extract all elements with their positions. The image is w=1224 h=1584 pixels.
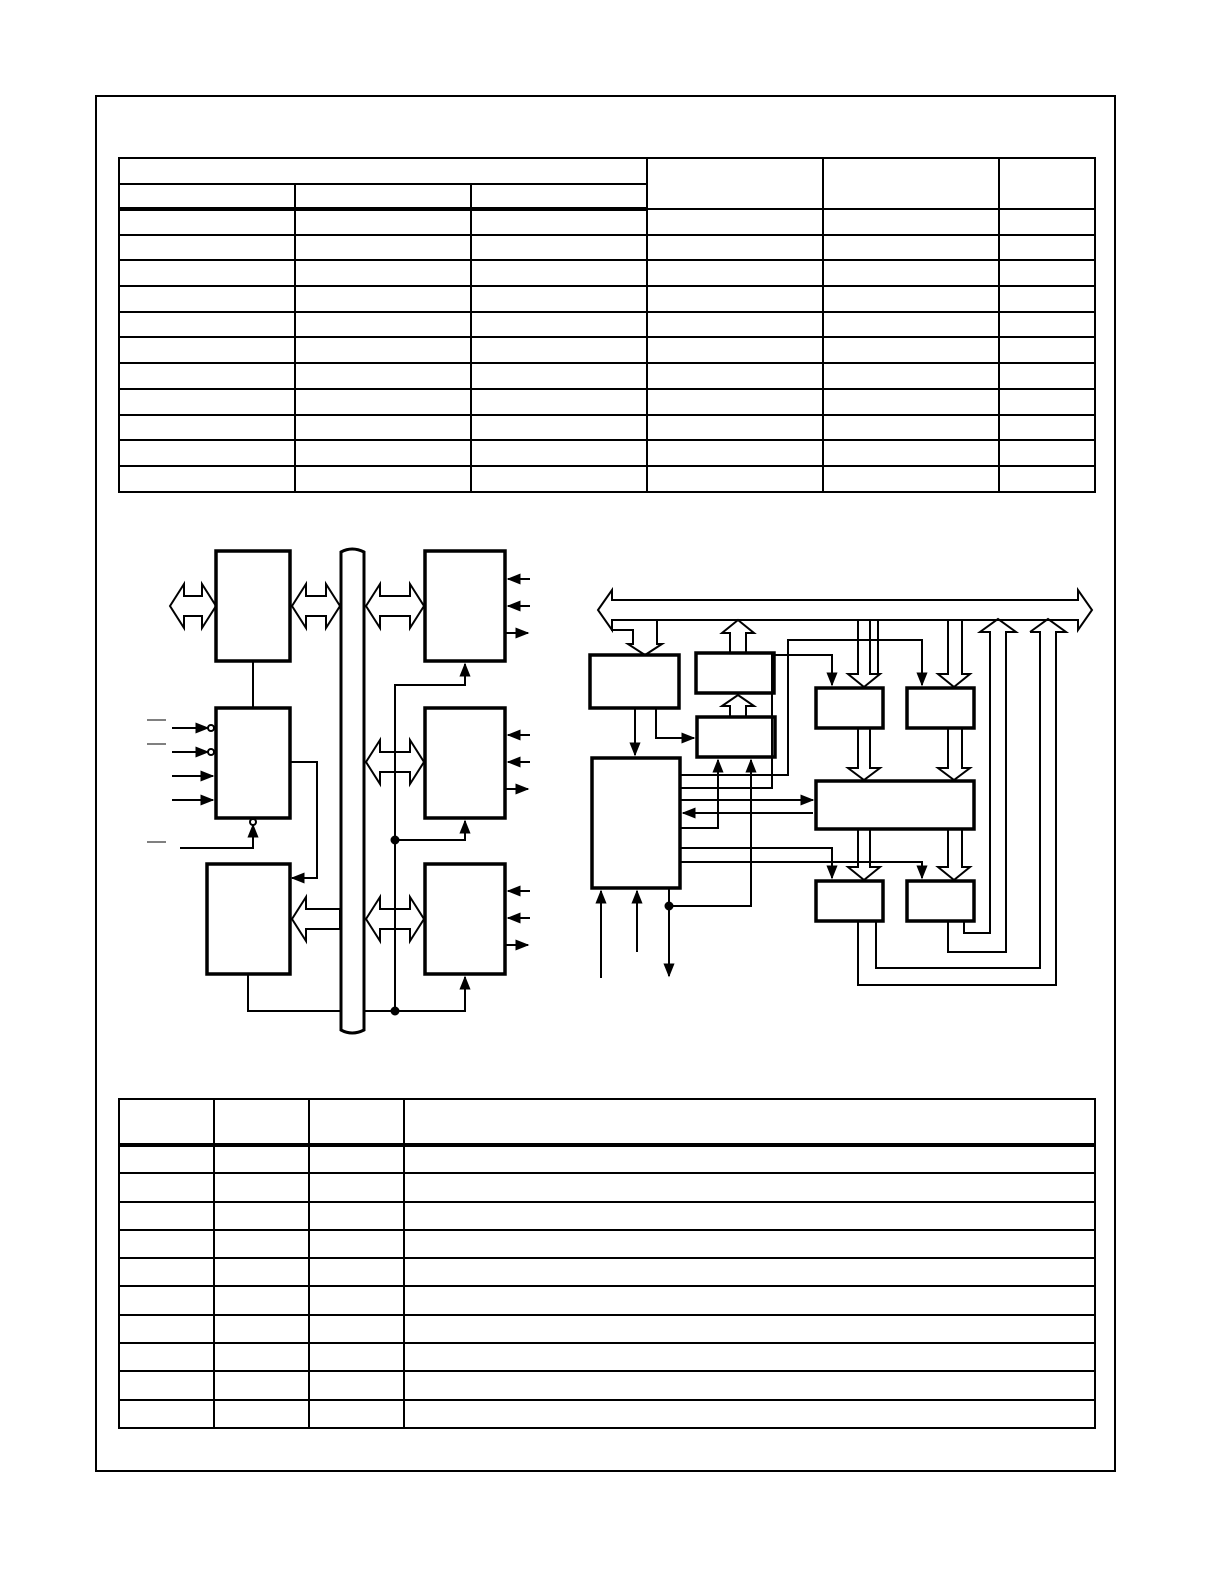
rblock-c [697, 717, 775, 757]
table-cell [119, 1145, 214, 1173]
table-cell [404, 1145, 1095, 1173]
table-row [119, 1258, 1095, 1286]
rblock-g [907, 881, 974, 921]
table-row [119, 1315, 1095, 1343]
table-cell [309, 1230, 404, 1258]
table-row [119, 1202, 1095, 1230]
rblock-e [907, 688, 974, 728]
table-cell [404, 1173, 1095, 1201]
left-block-top [216, 551, 290, 661]
bus-arrow-top-left [292, 584, 340, 628]
external-data-arrow [170, 584, 216, 628]
right-block-3 [425, 864, 505, 974]
bottom-table-header-3 [309, 1099, 404, 1145]
table-row [119, 1371, 1095, 1399]
system-bus [341, 549, 364, 1033]
table-cell [214, 1315, 309, 1343]
right-block-diagram [590, 590, 1092, 985]
table-row [119, 1286, 1095, 1314]
rblock-b [696, 653, 774, 693]
table-cell [214, 1400, 309, 1428]
rblock-f [816, 881, 883, 921]
bus-arrow-r1 [366, 584, 424, 628]
table-row [119, 1173, 1095, 1201]
table-cell [119, 1400, 214, 1428]
table-cell [119, 1315, 214, 1343]
bottom-table [118, 1098, 1096, 1429]
bottom-table-header-2 [214, 1099, 309, 1145]
rblock-a [590, 655, 679, 708]
table-cell [119, 1230, 214, 1258]
bottom-table-header-1 [119, 1099, 214, 1145]
table-cell [404, 1315, 1095, 1343]
table-cell [119, 1371, 214, 1399]
table-row [119, 1400, 1095, 1428]
table-cell [214, 1202, 309, 1230]
table-cell [404, 1258, 1095, 1286]
table-cell [119, 1202, 214, 1230]
table-cell [309, 1202, 404, 1230]
right-block-2 [425, 708, 505, 818]
left-block-bottom [207, 864, 290, 974]
rblock-wide [816, 781, 974, 829]
table-cell [309, 1400, 404, 1428]
table-cell [119, 1343, 214, 1371]
table-cell [119, 1173, 214, 1201]
table-cell [119, 1258, 214, 1286]
table-cell [309, 1315, 404, 1343]
table-cell [404, 1400, 1095, 1428]
bus-arrow-to-bottom-block [292, 897, 340, 941]
rblock-control [592, 758, 680, 888]
table-cell [214, 1343, 309, 1371]
table-row [119, 1145, 1095, 1173]
table-cell [214, 1173, 309, 1201]
table-cell [214, 1230, 309, 1258]
table-cell [214, 1371, 309, 1399]
table-cell [404, 1202, 1095, 1230]
table-cell [309, 1371, 404, 1399]
rblock-d [816, 688, 883, 728]
table-cell [309, 1258, 404, 1286]
table-cell [214, 1286, 309, 1314]
table-cell [309, 1343, 404, 1371]
table-cell [404, 1371, 1095, 1399]
left-block-diagram [147, 549, 530, 1033]
table-cell [404, 1230, 1095, 1258]
table-cell [309, 1145, 404, 1173]
table-cell [309, 1286, 404, 1314]
right-block-1 [425, 551, 505, 661]
bottom-table-header-4 [404, 1099, 1095, 1145]
data-bus [598, 590, 1092, 630]
table-cell [214, 1145, 309, 1173]
table-row [119, 1230, 1095, 1258]
table-cell [404, 1343, 1095, 1371]
left-block-middle [216, 708, 290, 818]
table-cell [119, 1286, 214, 1314]
table-row [119, 1343, 1095, 1371]
table-cell [214, 1258, 309, 1286]
table-cell [309, 1173, 404, 1201]
table-cell [404, 1286, 1095, 1314]
